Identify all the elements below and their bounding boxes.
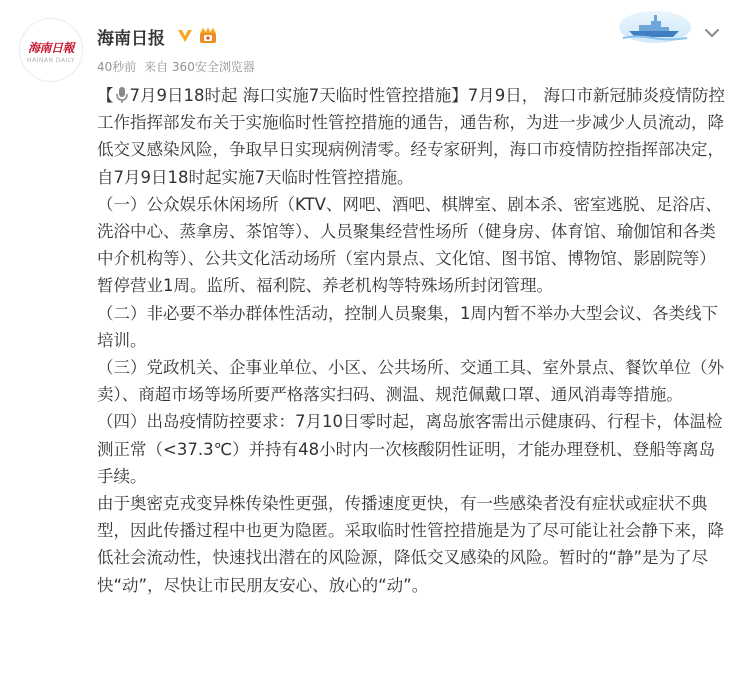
headline-paragraph bbox=[97, 82, 725, 191]
post-content bbox=[97, 82, 725, 599]
measure-item-4: （四）出岛疫情防控要求：7月10日零时起，离岛旅客需出示健康码、行程卡，体温检测正常（<37.3℃）并持有48小时内一次核酸阴性证明，才能办理登机、登船等离岛手续。 bbox=[97, 412, 723, 486]
post-time[interactable]: 40秒前 bbox=[97, 60, 137, 74]
headline-open-bracket: 【 bbox=[97, 86, 114, 105]
avatar-logo: 海南日報 bbox=[27, 41, 74, 55]
measure-item-1: （一）公众娱乐休闲场所（KTV、网吧、酒吧、棋牌室、剧本杀、密室逃脱、足浴店、洗浴中心、蒸拿房、茶馆等）、人员聚集经营性场所（健身房、体育馆、瑜伽馆和各类中介机构等）、公共文化活动场所（室内景点、文化馆、图书馆、博物馆、影剧院等）暂停营业1周。监所、福利院、养老机构等特殊场所封闭管理。 bbox=[97, 194, 722, 296]
microphone-icon bbox=[115, 86, 129, 104]
avatar[interactable] bbox=[19, 18, 83, 82]
author-name[interactable]: 海南日报 bbox=[97, 29, 165, 49]
avatar-subtitle: HAINAN DAILY bbox=[27, 57, 75, 64]
vip-badge-icon[interactable] bbox=[198, 26, 218, 44]
headline-title: 7月9日18时起 海口实施7天临时性管控措施 bbox=[129, 86, 452, 105]
post-source: 来自 360安全浏览器 bbox=[144, 60, 255, 74]
headline-body: 】7月9日， 海口市新冠肺炎疫情防控工作指挥部发布关于实施临时性管控措施的通告，通告称，为进一步减少人员流动，降低交叉感染风险，争取早日实现病例清零。经专家研判，海口市疫情防控指挥部决定，自7月9日18时起实施7天临时性管控措施。 bbox=[97, 86, 725, 187]
verified-icon bbox=[177, 27, 193, 43]
post-meta bbox=[97, 58, 259, 75]
ship-banner-icon bbox=[617, 5, 692, 45]
more-icon[interactable] bbox=[702, 26, 722, 40]
closing-paragraph: 由于奥密克戎变异株传染性更强，传播速度更快，有一些感染者没有症状或症状不典型，因此传播过程中也更为隐匿。采取临时性管控措施是为了尽可能让社会静下来，降低社会流动性，快速找出潜在的风险源，降低交叉感染的风险。暂时的“静”是为了尽快“动”，尽快让市民朋友安心、放心的“动”。 bbox=[97, 494, 724, 595]
measure-item-2: （二）非必要不举办群体性活动，控制人员聚集，1周内暂不举办大型会议、各类线下培训。 bbox=[97, 303, 718, 350]
measure-item-3: （三）党政机关、企事业单位、小区、公共场所、交通工具、室外景点、餐饮单位（外卖）、商超市场等场所要严格落实扫码、测温、规范佩戴口罩、通风消毒等措施。 bbox=[97, 358, 724, 405]
